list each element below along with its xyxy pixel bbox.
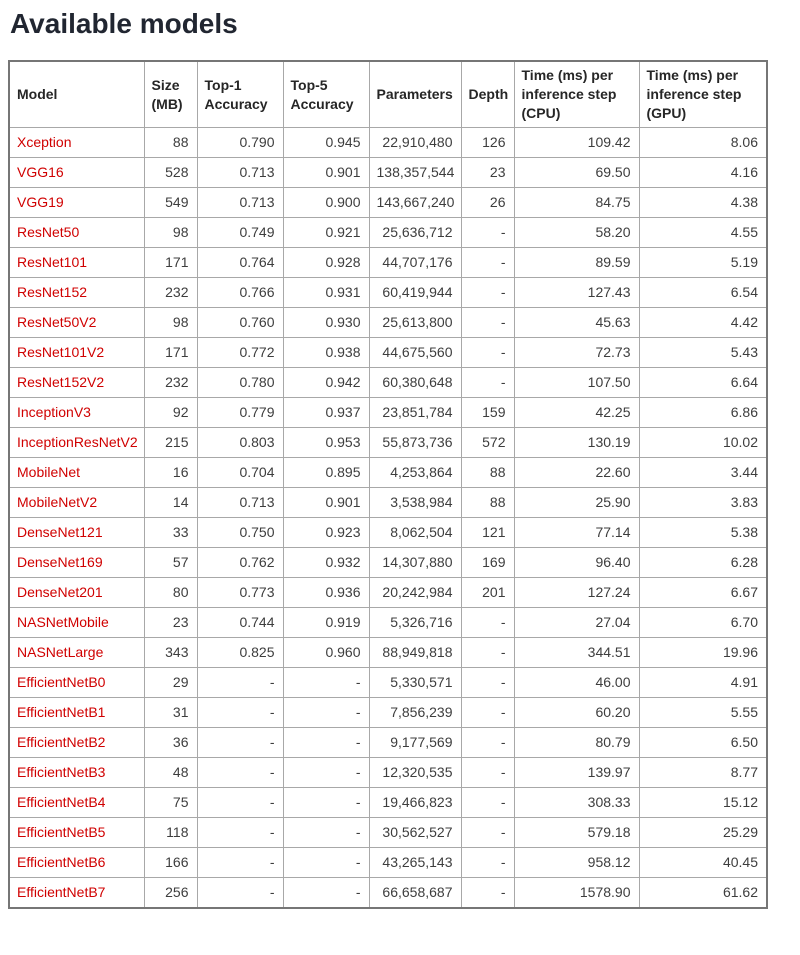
column-header: Top-5 Accuracy: [283, 61, 369, 128]
value-cell: 5.19: [639, 248, 767, 278]
value-cell: 0.790: [197, 128, 283, 158]
value-cell: 215: [144, 428, 197, 458]
value-cell: 36: [144, 728, 197, 758]
value-cell: 139.97: [514, 758, 639, 788]
value-cell: -: [461, 788, 514, 818]
value-cell: 256: [144, 878, 197, 909]
column-header: Depth: [461, 61, 514, 128]
model-link[interactable]: ResNet152: [17, 284, 88, 300]
value-cell: 0.764: [197, 248, 283, 278]
value-cell: 60,380,648: [369, 368, 461, 398]
table-row: [9, 698, 767, 728]
value-cell: 25.90: [514, 488, 639, 518]
value-cell: 343: [144, 638, 197, 668]
value-cell: 69.50: [514, 158, 639, 188]
value-cell: 88,949,818: [369, 638, 461, 668]
value-cell: 0.713: [197, 188, 283, 218]
value-cell: 60,419,944: [369, 278, 461, 308]
value-cell: 23: [461, 158, 514, 188]
value-cell: 3.44: [639, 458, 767, 488]
model-link[interactable]: EfficientNetB6: [17, 854, 106, 870]
table-row: [9, 758, 767, 788]
value-cell: -: [283, 698, 369, 728]
value-cell: 5.43: [639, 338, 767, 368]
table-row: [9, 848, 767, 878]
value-cell: 23: [144, 608, 197, 638]
value-cell: -: [283, 788, 369, 818]
value-cell: 33: [144, 518, 197, 548]
value-cell: -: [283, 758, 369, 788]
value-cell: 66,658,687: [369, 878, 461, 909]
value-cell: -: [197, 848, 283, 878]
table-row: [9, 728, 767, 758]
model-link[interactable]: ResNet152V2: [17, 374, 105, 390]
value-cell: 14,307,880: [369, 548, 461, 578]
column-header: Time (ms) per inference step (CPU): [514, 61, 639, 128]
table-row: [9, 608, 767, 638]
value-cell: 6.28: [639, 548, 767, 578]
value-cell: 25.29: [639, 818, 767, 848]
value-cell: 80: [144, 578, 197, 608]
model-link[interactable]: NASNetMobile: [17, 614, 109, 630]
value-cell: 0.937: [283, 398, 369, 428]
table-body: [9, 128, 767, 909]
value-cell: 8,062,504: [369, 518, 461, 548]
value-cell: 8.77: [639, 758, 767, 788]
value-cell: -: [283, 848, 369, 878]
value-cell: 171: [144, 338, 197, 368]
value-cell: 6.67: [639, 578, 767, 608]
value-cell: 7,856,239: [369, 698, 461, 728]
value-cell: 0.762: [197, 548, 283, 578]
column-header: Size (MB): [144, 61, 197, 128]
model-cell: [9, 728, 144, 758]
table-row: [9, 788, 767, 818]
value-cell: 22,910,480: [369, 128, 461, 158]
value-cell: -: [461, 878, 514, 909]
model-cell: [9, 248, 144, 278]
value-cell: -: [197, 818, 283, 848]
model-cell: [9, 428, 144, 458]
value-cell: 1578.90: [514, 878, 639, 909]
value-cell: 579.18: [514, 818, 639, 848]
value-cell: 4.38: [639, 188, 767, 218]
table-row: [9, 578, 767, 608]
value-cell: 25,613,800: [369, 308, 461, 338]
model-link[interactable]: VGG19: [17, 194, 64, 210]
value-cell: -: [461, 848, 514, 878]
value-cell: -: [197, 758, 283, 788]
value-cell: -: [461, 338, 514, 368]
value-cell: 88: [144, 128, 197, 158]
value-cell: 0.942: [283, 368, 369, 398]
model-cell: [9, 578, 144, 608]
value-cell: 3,538,984: [369, 488, 461, 518]
table-row: [9, 638, 767, 668]
table-row: [9, 668, 767, 698]
value-cell: 6.54: [639, 278, 767, 308]
table-row: [9, 278, 767, 308]
value-cell: -: [461, 308, 514, 338]
value-cell: 20,242,984: [369, 578, 461, 608]
value-cell: 0.936: [283, 578, 369, 608]
value-cell: 22.60: [514, 458, 639, 488]
value-cell: 9,177,569: [369, 728, 461, 758]
value-cell: 88: [461, 488, 514, 518]
table-row: [9, 308, 767, 338]
model-link[interactable]: ResNet101V2: [17, 344, 105, 360]
value-cell: 344.51: [514, 638, 639, 668]
value-cell: -: [283, 728, 369, 758]
model-link[interactable]: ResNet50: [17, 224, 80, 240]
value-cell: 75: [144, 788, 197, 818]
model-cell: [9, 608, 144, 638]
value-cell: 232: [144, 278, 197, 308]
value-cell: -: [461, 698, 514, 728]
value-cell: 0.938: [283, 338, 369, 368]
value-cell: 0.772: [197, 338, 283, 368]
value-cell: 45.63: [514, 308, 639, 338]
model-cell: [9, 368, 144, 398]
value-cell: 4.55: [639, 218, 767, 248]
value-cell: 308.33: [514, 788, 639, 818]
value-cell: 26: [461, 188, 514, 218]
value-cell: 121: [461, 518, 514, 548]
value-cell: 14: [144, 488, 197, 518]
value-cell: 0.895: [283, 458, 369, 488]
model-link[interactable]: InceptionV3: [17, 404, 91, 420]
model-cell: [9, 758, 144, 788]
value-cell: 0.825: [197, 638, 283, 668]
value-cell: 4.42: [639, 308, 767, 338]
value-cell: 77.14: [514, 518, 639, 548]
value-cell: 48: [144, 758, 197, 788]
value-cell: 958.12: [514, 848, 639, 878]
value-cell: 130.19: [514, 428, 639, 458]
value-cell: 0.760: [197, 308, 283, 338]
value-cell: 96.40: [514, 548, 639, 578]
value-cell: 0.713: [197, 488, 283, 518]
value-cell: 127.43: [514, 278, 639, 308]
value-cell: 0.749: [197, 218, 283, 248]
value-cell: 25,636,712: [369, 218, 461, 248]
value-cell: 16: [144, 458, 197, 488]
value-cell: 27.04: [514, 608, 639, 638]
value-cell: 0.780: [197, 368, 283, 398]
value-cell: 61.62: [639, 878, 767, 909]
column-header: Top-1 Accuracy: [197, 61, 283, 128]
value-cell: 107.50: [514, 368, 639, 398]
value-cell: 159: [461, 398, 514, 428]
value-cell: 0.901: [283, 158, 369, 188]
value-cell: 44,707,176: [369, 248, 461, 278]
value-cell: -: [197, 728, 283, 758]
value-cell: -: [461, 758, 514, 788]
table-row: [9, 368, 767, 398]
value-cell: 30,562,527: [369, 818, 461, 848]
model-link[interactable]: EfficientNetB7: [17, 884, 106, 900]
header-row: [9, 61, 767, 128]
table-row: [9, 518, 767, 548]
model-cell: [9, 488, 144, 518]
model-cell: [9, 458, 144, 488]
value-cell: 23,851,784: [369, 398, 461, 428]
model-link[interactable]: Xception: [17, 134, 72, 150]
value-cell: 4,253,864: [369, 458, 461, 488]
value-cell: 549: [144, 188, 197, 218]
value-cell: 127.24: [514, 578, 639, 608]
model-link[interactable]: DenseNet121: [17, 524, 103, 540]
value-cell: 143,667,240: [369, 188, 461, 218]
value-cell: 44,675,560: [369, 338, 461, 368]
value-cell: 0.704: [197, 458, 283, 488]
value-cell: 0.960: [283, 638, 369, 668]
value-cell: 46.00: [514, 668, 639, 698]
value-cell: 15.12: [639, 788, 767, 818]
model-link[interactable]: NASNetLarge: [17, 644, 104, 660]
value-cell: 0.766: [197, 278, 283, 308]
value-cell: 80.79: [514, 728, 639, 758]
value-cell: -: [197, 878, 283, 909]
table-row: [9, 338, 767, 368]
value-cell: 0.921: [283, 218, 369, 248]
value-cell: 169: [461, 548, 514, 578]
value-cell: 5.55: [639, 698, 767, 728]
value-cell: -: [461, 818, 514, 848]
value-cell: 0.945: [283, 128, 369, 158]
table-row: [9, 818, 767, 848]
value-cell: 4.91: [639, 668, 767, 698]
value-cell: -: [461, 248, 514, 278]
value-cell: 60.20: [514, 698, 639, 728]
value-cell: 6.64: [639, 368, 767, 398]
value-cell: 201: [461, 578, 514, 608]
value-cell: -: [461, 218, 514, 248]
table-row: [9, 398, 767, 428]
page-title: Available models: [10, 8, 238, 39]
value-cell: 126: [461, 128, 514, 158]
value-cell: 98: [144, 308, 197, 338]
table-row: [9, 458, 767, 488]
model-cell: [9, 548, 144, 578]
table-row: [9, 158, 767, 188]
table-row: [9, 548, 767, 578]
value-cell: 0.900: [283, 188, 369, 218]
value-cell: 98: [144, 218, 197, 248]
value-cell: 0.932: [283, 548, 369, 578]
model-cell: [9, 308, 144, 338]
value-cell: 31: [144, 698, 197, 728]
value-cell: 4.16: [639, 158, 767, 188]
value-cell: -: [197, 698, 283, 728]
value-cell: 89.59: [514, 248, 639, 278]
value-cell: 92: [144, 398, 197, 428]
value-cell: 0.744: [197, 608, 283, 638]
value-cell: 0.930: [283, 308, 369, 338]
value-cell: 6.86: [639, 398, 767, 428]
model-cell: [9, 668, 144, 698]
value-cell: 84.75: [514, 188, 639, 218]
table-row: [9, 488, 767, 518]
model-cell: [9, 128, 144, 158]
model-cell: [9, 398, 144, 428]
value-cell: 43,265,143: [369, 848, 461, 878]
value-cell: -: [461, 638, 514, 668]
value-cell: 138,357,544: [369, 158, 461, 188]
model-cell: [9, 518, 144, 548]
table-row: [9, 218, 767, 248]
value-cell: 0.928: [283, 248, 369, 278]
model-link[interactable]: EfficientNetB1: [17, 704, 106, 720]
value-cell: -: [197, 668, 283, 698]
value-cell: -: [283, 668, 369, 698]
model-cell: [9, 188, 144, 218]
model-cell: [9, 788, 144, 818]
value-cell: 19,466,823: [369, 788, 461, 818]
value-cell: 0.953: [283, 428, 369, 458]
value-cell: -: [283, 878, 369, 909]
model-cell: [9, 638, 144, 668]
value-cell: 5.38: [639, 518, 767, 548]
model-link[interactable]: EfficientNetB5: [17, 824, 106, 840]
model-link[interactable]: ResNet50V2: [17, 314, 97, 330]
value-cell: 171: [144, 248, 197, 278]
model-link[interactable]: DenseNet169: [17, 554, 103, 570]
column-header: Parameters: [369, 61, 461, 128]
model-link[interactable]: EfficientNetB2: [17, 734, 106, 750]
value-cell: 72.73: [514, 338, 639, 368]
value-cell: 0.779: [197, 398, 283, 428]
value-cell: 19.96: [639, 638, 767, 668]
model-link[interactable]: ResNet101: [17, 254, 88, 270]
model-link[interactable]: DenseNet201: [17, 584, 103, 600]
model-cell: [9, 818, 144, 848]
table-row: [9, 248, 767, 278]
value-cell: 10.02: [639, 428, 767, 458]
value-cell: 29: [144, 668, 197, 698]
value-cell: 0.750: [197, 518, 283, 548]
value-cell: 55,873,736: [369, 428, 461, 458]
model-cell: [9, 878, 144, 909]
table-row: [9, 428, 767, 458]
value-cell: 232: [144, 368, 197, 398]
value-cell: 0.931: [283, 278, 369, 308]
value-cell: 42.25: [514, 398, 639, 428]
value-cell: 0.923: [283, 518, 369, 548]
model-link[interactable]: VGG16: [17, 164, 64, 180]
model-cell: [9, 698, 144, 728]
model-link[interactable]: MobileNet: [17, 464, 81, 480]
value-cell: 12,320,535: [369, 758, 461, 788]
value-cell: 109.42: [514, 128, 639, 158]
model-cell: [9, 158, 144, 188]
available-models-table: [8, 60, 768, 909]
value-cell: -: [461, 668, 514, 698]
value-cell: 0.901: [283, 488, 369, 518]
value-cell: 0.773: [197, 578, 283, 608]
value-cell: 5,330,571: [369, 668, 461, 698]
value-cell: -: [461, 368, 514, 398]
value-cell: 58.20: [514, 218, 639, 248]
value-cell: 118: [144, 818, 197, 848]
value-cell: 572: [461, 428, 514, 458]
column-header: Time (ms) per inference step (GPU): [639, 61, 767, 128]
value-cell: 8.06: [639, 128, 767, 158]
value-cell: 40.45: [639, 848, 767, 878]
model-cell: [9, 848, 144, 878]
model-link[interactable]: EfficientNetB3: [17, 764, 106, 780]
value-cell: -: [461, 608, 514, 638]
value-cell: 3.83: [639, 488, 767, 518]
value-cell: 0.919: [283, 608, 369, 638]
value-cell: 88: [461, 458, 514, 488]
value-cell: -: [461, 278, 514, 308]
model-cell: [9, 278, 144, 308]
value-cell: 166: [144, 848, 197, 878]
value-cell: 5,326,716: [369, 608, 461, 638]
model-cell: [9, 218, 144, 248]
value-cell: 57: [144, 548, 197, 578]
value-cell: -: [283, 818, 369, 848]
table-row: [9, 878, 767, 909]
column-header: Model: [9, 61, 144, 128]
value-cell: 0.713: [197, 158, 283, 188]
value-cell: 528: [144, 158, 197, 188]
table-row: [9, 128, 767, 158]
model-link[interactable]: MobileNetV2: [17, 494, 98, 510]
table-row: [9, 188, 767, 218]
value-cell: -: [461, 728, 514, 758]
model-cell: [9, 338, 144, 368]
model-link[interactable]: EfficientNetB4: [17, 794, 106, 810]
model-link[interactable]: InceptionResNetV2: [17, 434, 138, 450]
model-link[interactable]: EfficientNetB0: [17, 674, 106, 690]
value-cell: 6.70: [639, 608, 767, 638]
value-cell: -: [197, 788, 283, 818]
value-cell: 6.50: [639, 728, 767, 758]
value-cell: 0.803: [197, 428, 283, 458]
